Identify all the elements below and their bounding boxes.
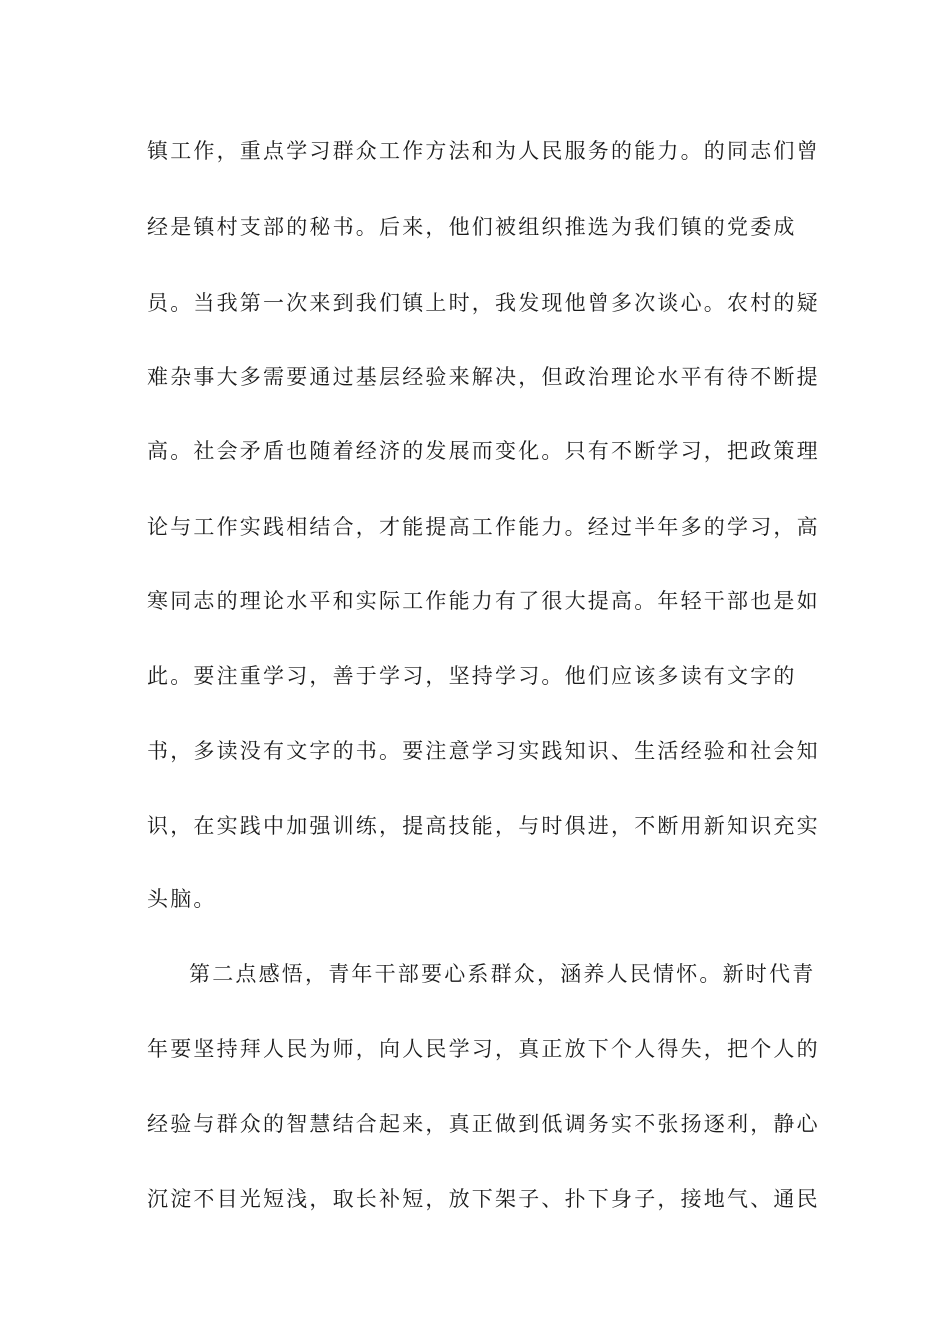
paragraph-first-line: 第二点感悟，青年干部要心系群众，涵养人民情怀。新时代青 xyxy=(189,962,816,986)
paragraph-line: 镇工作，重点学习群众工作方法和为人民服务的能力。的同志们曾 xyxy=(147,139,820,163)
paragraph-line: 高。社会矛盾也随着经济的发展而变化。只有不断学习，把政策理 xyxy=(147,439,820,463)
paragraph-line: 经验与群众的智慧结合起来，真正做到低调务实不张扬逐利，静心 xyxy=(147,1112,820,1136)
paragraph-line: 识，在实践中加强训练，提高技能，与时俱进，不断用新知识充实 xyxy=(147,814,820,838)
paragraph-line: 经是镇村支部的秘书。后来，他们被组织推选为我们镇的党委成 xyxy=(147,215,797,239)
paragraph-line: 论与工作实践相结合，才能提高工作能力。经过半年多的学习，高 xyxy=(147,515,820,539)
paragraph-line: 此。要注重学习，善于学习，坚持学习。他们应该多读有文字的 xyxy=(147,664,797,688)
paragraph-line: 书，多读没有文字的书。要注意学习实践知识、生活经验和社会知 xyxy=(147,739,820,763)
paragraph-line: 员。当我第一次来到我们镇上时，我发现他曾多次谈心。农村的疑 xyxy=(147,291,820,315)
paragraph-line: 寒同志的理论水平和实际工作能力有了很大提高。年轻干部也是如 xyxy=(147,589,820,613)
paragraph-line: 头脑。 xyxy=(147,887,217,911)
paragraph-line: 难杂事大多需要通过基层经验来解决，但政治理论水平有待不断提 xyxy=(147,365,820,389)
paragraph-line: 沉淀不目光短浅，取长补短，放下架子、扑下身子，接地气、通民 xyxy=(147,1187,820,1211)
paragraph-line: 年要坚持拜人民为师，向人民学习，真正放下个人得失，把个人的 xyxy=(147,1037,820,1061)
